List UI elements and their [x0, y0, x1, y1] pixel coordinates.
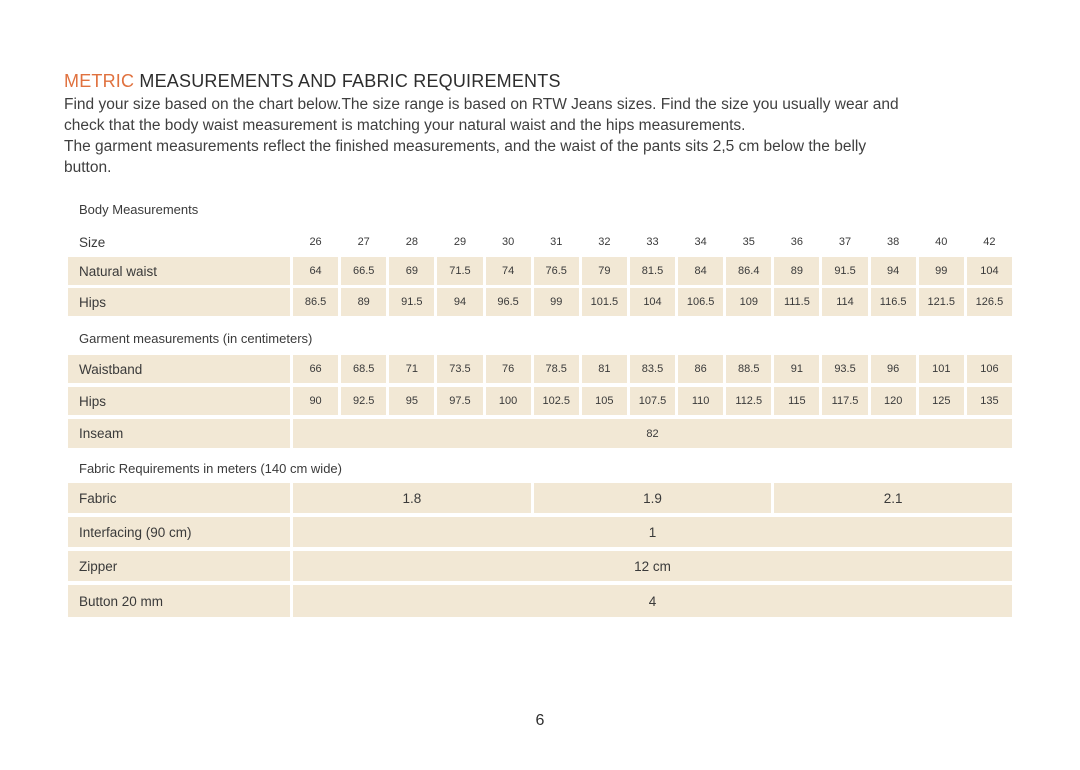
row-garment-hips — [68, 387, 1012, 415]
table-cell: 101.5 — [582, 288, 627, 316]
row-body-hips — [68, 288, 1012, 316]
table-cell: 106 — [967, 355, 1012, 383]
table-cell: 83.5 — [630, 355, 675, 383]
table-cell: 40 — [935, 236, 948, 248]
natural-waist-cells — [293, 257, 1012, 285]
waistband-cells — [293, 355, 1012, 383]
garment-hips-cells — [293, 387, 1012, 415]
table-cell: 101 — [919, 355, 964, 383]
zipper-cells — [293, 551, 1012, 581]
section-label-fabric-requirements: Fabric Requirements in meters (140 cm wide) — [79, 461, 342, 476]
table-cell: 107.5 — [630, 387, 675, 415]
page-number: 6 — [535, 712, 545, 729]
table-cell: 91.5 — [389, 288, 434, 316]
row-label-size: Size — [79, 234, 106, 250]
fabric-cells — [293, 483, 1012, 513]
intro-line: Find your size based on the chart below.The size range is based on RTW Jeans sizes. Find the size you usually wear and — [64, 96, 899, 113]
table-cell: 29 — [453, 236, 467, 248]
measurement-tables — [68, 202, 1012, 617]
table-cell: 71.5 — [437, 257, 482, 285]
table-cell: 37 — [838, 236, 852, 248]
row-label-fabric: Fabric — [68, 483, 290, 513]
table-cell: 76 — [486, 355, 531, 383]
table-cell: 110 — [678, 387, 723, 415]
intro-line: check that the body waist measurement is matching your natural waist and the hips measurements. — [64, 117, 746, 134]
table-cell: 88.5 — [726, 355, 771, 383]
table-cell: 35 — [742, 236, 755, 248]
table-cell: 91 — [774, 355, 819, 383]
table-cell: 1 — [293, 517, 1012, 547]
table-cell: 66 — [293, 355, 338, 383]
row-label-waistband: Waistband — [68, 355, 290, 383]
table-cell: 1.9 — [534, 483, 772, 513]
table-cell: 34 — [694, 236, 707, 248]
row-inseam — [68, 419, 1012, 448]
row-label-button: Button 20 mm — [68, 585, 290, 617]
table-cell: 92.5 — [341, 387, 386, 415]
table-cell: 111.5 — [774, 288, 819, 316]
table-cell: 66.5 — [341, 257, 386, 285]
inseam-cells — [293, 419, 1012, 448]
table-cell: 64 — [293, 257, 338, 285]
row-fabric — [68, 483, 1012, 513]
table-cell: 68.5 — [341, 355, 386, 383]
table-cell: 33 — [646, 236, 659, 248]
table-cell: 76.5 — [534, 257, 579, 285]
table-cell: 86 — [678, 355, 723, 383]
table-cell: 121.5 — [919, 288, 964, 316]
table-cell: 94 — [871, 257, 916, 285]
table-cell: 81 — [582, 355, 627, 383]
table-cell: 112.5 — [726, 387, 771, 415]
table-cell: 38 — [887, 236, 900, 248]
intro-line: button. — [64, 159, 112, 176]
table-cell: 105 — [582, 387, 627, 415]
interfacing-cells — [293, 517, 1012, 547]
size-header-cells — [293, 230, 1012, 254]
row-zipper — [68, 551, 1012, 581]
page-title — [64, 70, 1016, 92]
table-cell: 79 — [582, 257, 627, 285]
table-cell: 74 — [486, 257, 531, 285]
table-cell: 89 — [341, 288, 386, 316]
table-cell: 106.5 — [678, 288, 723, 316]
page-title-rest: MEASUREMENTS AND FABRIC REQUIREMENTS — [134, 71, 561, 91]
table-cell: 89 — [774, 257, 819, 285]
row-label-body-hips: Hips — [68, 288, 290, 316]
table-cell: 36 — [790, 236, 804, 248]
table-cell: 102.5 — [534, 387, 579, 415]
table-cell: 84 — [678, 257, 723, 285]
table-cell: 30 — [501, 236, 515, 248]
table-cell: 116.5 — [871, 288, 916, 316]
table-cell: 114 — [822, 288, 867, 316]
table-cell: 96.5 — [486, 288, 531, 316]
row-label-natural-waist: Natural waist — [68, 257, 290, 285]
table-cell: 93.5 — [822, 355, 867, 383]
row-waistband — [68, 355, 1012, 383]
section-label-garment-measurements: Garment measurements (in centimeters) — [79, 331, 313, 346]
section-label-body-measurements: Body Measurements — [79, 202, 199, 217]
table-cell: 27 — [357, 236, 370, 248]
table-cell: 4 — [293, 585, 1012, 617]
table-cell: 81.5 — [630, 257, 675, 285]
table-cell: 120 — [871, 387, 916, 415]
table-cell: 31 — [550, 236, 563, 248]
table-cell: 100 — [486, 387, 531, 415]
table-cell: 126.5 — [967, 288, 1012, 316]
table-cell: 109 — [726, 288, 771, 316]
table-cell: 73.5 — [437, 355, 482, 383]
intro-paragraph — [64, 94, 1016, 178]
table-cell: 86.4 — [726, 257, 771, 285]
table-cell: 104 — [630, 288, 675, 316]
row-button — [68, 585, 1012, 617]
table-cell: 78.5 — [534, 355, 579, 383]
table-cell: 12 cm — [293, 551, 1012, 581]
table-cell: 2.1 — [774, 483, 1012, 513]
table-cell: 135 — [967, 387, 1012, 415]
row-interfacing — [68, 517, 1012, 547]
button-cells — [293, 585, 1012, 617]
table-cell: 104 — [967, 257, 1012, 285]
page-title-accent: METRIC — [64, 71, 135, 91]
table-cell: 99 — [534, 288, 579, 316]
row-natural-waist — [68, 257, 1012, 285]
table-cell: 69 — [389, 257, 434, 285]
row-label-interfacing: Interfacing (90 cm) — [68, 517, 290, 547]
table-cell: 26 — [309, 236, 322, 248]
body-hips-cells — [293, 288, 1012, 316]
table-cell: 91.5 — [822, 257, 867, 285]
table-cell: 1.8 — [293, 483, 531, 513]
row-size — [68, 230, 1012, 254]
table-cell: 96 — [871, 355, 916, 383]
table-cell: 99 — [919, 257, 964, 285]
row-label-inseam: Inseam — [68, 419, 290, 448]
table-cell: 82 — [293, 419, 1012, 448]
table-cell: 86.5 — [293, 288, 338, 316]
row-label-zipper: Zipper — [68, 551, 290, 581]
table-cell: 32 — [598, 236, 611, 248]
table-cell: 117.5 — [822, 387, 867, 415]
row-label-garment-hips: Hips — [68, 387, 290, 415]
table-cell: 97.5 — [437, 387, 482, 415]
table-cell: 28 — [405, 236, 418, 248]
table-cell: 94 — [437, 288, 482, 316]
table-cell: 115 — [774, 387, 819, 415]
intro-line: The garment measurements reflect the finished measurements, and the waist of the pants sits 2,5 cm below the belly — [64, 138, 867, 155]
table-cell: 90 — [293, 387, 338, 415]
table-cell: 42 — [983, 236, 996, 248]
table-cell: 95 — [389, 387, 434, 415]
table-cell: 125 — [919, 387, 964, 415]
table-cell: 71 — [389, 355, 434, 383]
